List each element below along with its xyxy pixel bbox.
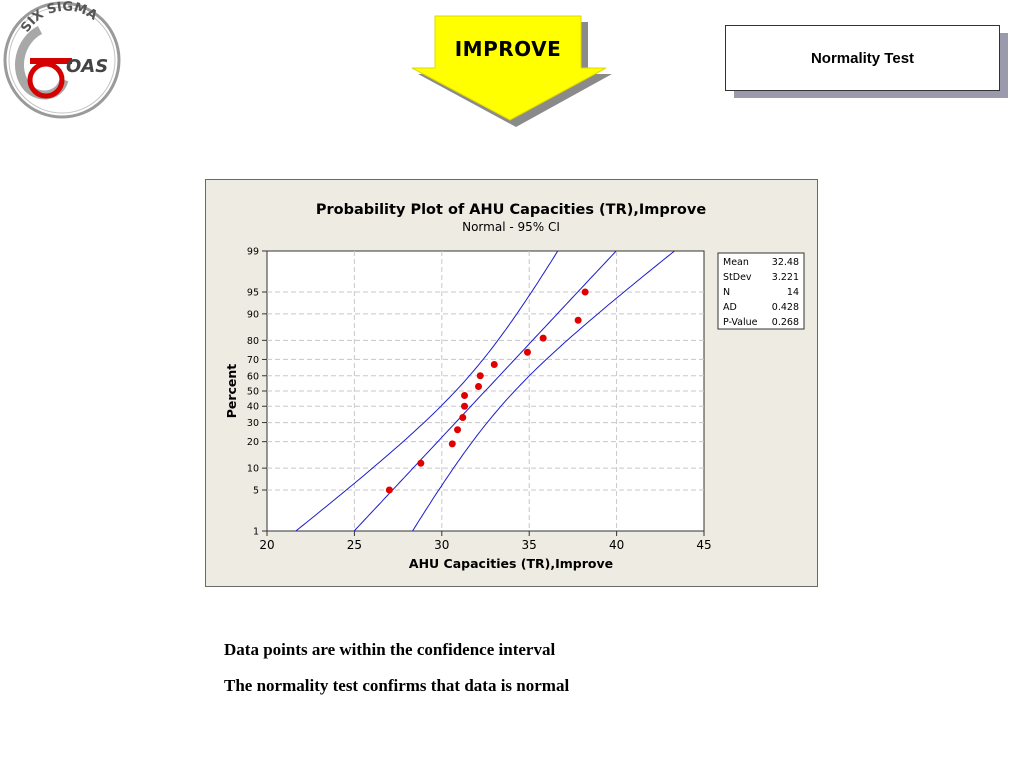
data-point [417, 460, 424, 467]
improve-label: IMPROVE [454, 37, 562, 61]
normality-test-label: Normality Test [810, 49, 915, 67]
note-confidence-interval: Data points are within the confidence interval [224, 640, 556, 659]
x-tick-label: 30 [434, 538, 450, 552]
stats-value: 0.428 [771, 302, 799, 313]
x-tick-label: 45 [696, 538, 712, 552]
conclusions [224, 638, 924, 710]
data-point [477, 372, 484, 379]
data-point [461, 403, 468, 410]
x-tick-label: 35 [521, 538, 537, 552]
data-point [449, 440, 456, 447]
stats-value: 3.221 [771, 272, 799, 283]
note-normality-confirmed: The normality test confirms that data is normal [224, 676, 570, 695]
stats-value: 32.48 [771, 257, 799, 268]
y-tick-label: 70 [246, 354, 259, 366]
six-sigma-oas-logo [0, 0, 124, 120]
stats-label: P-Value [723, 317, 758, 328]
stats-label: StDev [723, 272, 752, 283]
stats-label: N [723, 287, 731, 298]
x-tick-label: 20 [259, 538, 275, 552]
data-point [540, 335, 547, 342]
normality-test-box [725, 25, 1000, 91]
y-tick-label: 99 [246, 246, 259, 258]
y-axis-label: Percent [224, 363, 239, 419]
stats-box [718, 253, 804, 329]
data-point [459, 414, 466, 421]
y-tick-label: 60 [246, 371, 259, 383]
x-tick-label: 40 [608, 538, 625, 552]
y-tick-label: 40 [246, 401, 259, 413]
y-tick-label: 1 [252, 526, 259, 538]
stats-label: Mean [723, 257, 749, 268]
data-point [524, 349, 531, 356]
probability-plot [205, 179, 818, 587]
y-tick-label: 30 [246, 418, 259, 430]
y-tick-label: 90 [246, 309, 259, 321]
y-tick-label: 10 [246, 463, 259, 475]
stats-value: 0.268 [771, 317, 799, 328]
logo-top-text: SIX SIGMA [18, 0, 100, 36]
chart-subtitle: Normal - 95% CI [462, 220, 560, 234]
y-tick-label: 95 [246, 287, 259, 299]
x-tick-label: 25 [346, 538, 363, 552]
stats-value: 14 [786, 287, 799, 298]
stats-label: AD [723, 302, 737, 313]
chart-title: Probability Plot of AHU Capacities (TR),Improve [315, 202, 707, 218]
x-axis-label: AHU Capacities (TR),Improve [408, 556, 614, 571]
y-tick-label: 20 [246, 437, 259, 449]
data-point [575, 317, 582, 324]
y-tick-label: 5 [252, 485, 259, 497]
data-point [491, 361, 498, 368]
data-point [386, 487, 393, 494]
logo-bottom-text: OAS [66, 56, 109, 77]
data-point [582, 288, 589, 295]
improve-banner [408, 14, 618, 129]
y-tick-label: 80 [246, 335, 259, 347]
data-point [475, 383, 482, 390]
data-point [454, 426, 461, 433]
probability-plot-panel [205, 179, 818, 587]
y-tick-label: 50 [246, 386, 259, 398]
data-point [461, 392, 468, 399]
